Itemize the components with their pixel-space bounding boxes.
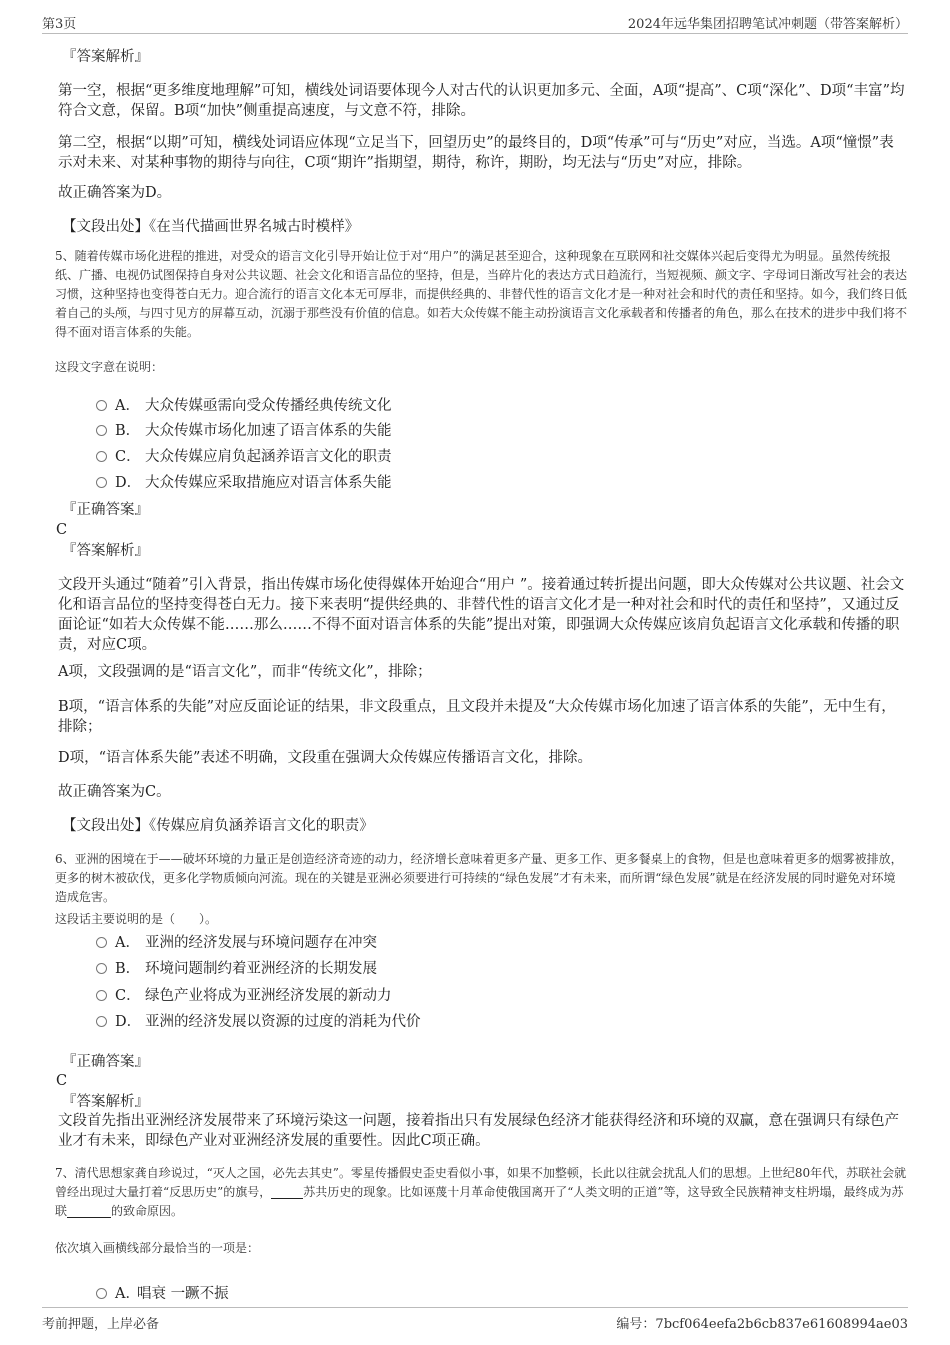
radio-icon[interactable] bbox=[96, 477, 107, 488]
q6-prompt: 这段话主要说明的是（ ）。 bbox=[55, 912, 218, 926]
q6-option-c[interactable]: C． 绿色产业将成为亚洲经济发展的新动力 bbox=[96, 986, 392, 1006]
q6-option-b[interactable]: B． 环境问题制约着亚洲经济的长期发展 bbox=[96, 959, 377, 979]
radio-icon[interactable] bbox=[96, 1016, 107, 1027]
q4-conclusion: 故正确答案为D。 bbox=[58, 185, 172, 201]
q5-source: 【文段出处】《传媒应肩负涵养语言文化的职责》 bbox=[62, 818, 374, 834]
q5-conclusion: 故正确答案为C。 bbox=[58, 784, 171, 800]
blank-2 bbox=[67, 1203, 111, 1218]
radio-icon[interactable] bbox=[96, 400, 107, 411]
q4-analysis-para2: 第二空，根据“以期”可知，横线处词语应体现“立足当下，回望历史”的最终目的，D项“传承”可与“历史”对应，当选。A项“憧憬”表示对未来、对某种事物的期待与向往，C项“期许”指期望，期待，称许，期盼，均无法与“历史”对应，排除。 bbox=[58, 135, 894, 171]
q5-analysis-b: B项，“语言体系的失能”对应反面论证的结果，非文段重点，且文段并未提及“大众传媒市场化加速了语言体系的失能”，无中生有，排除； bbox=[58, 699, 896, 735]
page-number: 第3页 bbox=[42, 17, 77, 32]
q5-option-d[interactable]: D． 大众传媒应采取措施应对语言体系失能 bbox=[96, 473, 392, 493]
q5-analysis-d: D项，“语言体系失能”表述不明确，文段重在强调大众传媒应传播语言文化，排除。 bbox=[58, 750, 592, 766]
q5-prompt: 这段文字意在说明： bbox=[55, 360, 164, 374]
q4-analysis-para1: 第一空，根据“更多维度地理解”可知，横线处词语要体现今人对古代的认识更加多元、全面，A项“提高”、C项“深化”、D项“丰富”均符合文意，保留。B项“加快”侧重提高速度，与文意不符，排除。 bbox=[58, 83, 905, 119]
footer-id: 编号：7bcf064eefa2b6cb837e61608994ae03 bbox=[616, 1317, 908, 1332]
document-title: 2024年远华集团招聘笔试冲刺题（带答案解析） bbox=[627, 17, 908, 32]
q5-option-c[interactable]: C． 大众传媒应肩负起涵养语言文化的职责 bbox=[96, 447, 392, 467]
radio-icon[interactable] bbox=[96, 425, 107, 436]
q5-option-b[interactable]: B． 大众传媒市场化加速了语言体系的失能 bbox=[96, 421, 392, 441]
q5-analysis-a: A项，文段强调的是“语言文化”，而非“传统文化”，排除； bbox=[58, 664, 432, 680]
q5-answer: C bbox=[56, 522, 68, 538]
q6-stem: 6、亚洲的困境在于——破坏环境的力量正是创造经济奇迹的动力，经济增长意味着更多产量、更多工作、更多餐桌上的食物，但是也意味着更多的烟雾被排放，更多的树木被砍伐，更多化学物质倾向河流。现在的关键是亚洲必须要进行可持续的“绿色发展”才有未来，而所谓“绿色发展”就是在经济发展的同时避免对环境造成危害。 bbox=[55, 852, 903, 904]
q6-answer: C bbox=[56, 1073, 68, 1089]
q6-option-a[interactable]: A． 亚洲的经济发展与环境问题存在冲突 bbox=[96, 933, 377, 953]
radio-icon[interactable] bbox=[96, 451, 107, 462]
q6-answer-label: 『正确答案』 bbox=[62, 1054, 149, 1070]
q6-analysis-label: 『答案解析』 bbox=[62, 1094, 149, 1110]
blank-1 bbox=[271, 1184, 303, 1199]
header-divider bbox=[42, 33, 908, 34]
q5-analysis-label: 『答案解析』 bbox=[62, 543, 149, 559]
footer-divider bbox=[42, 1307, 908, 1308]
q7-prompt: 依次填入画横线部分最恰当的一项是： bbox=[55, 1241, 260, 1255]
q7-stem: 7、清代思想家龚自珍说过，“灭人之国，必先去其史”。零星传播假史歪史看似小事，如果不加整顿，长此以往就会扰乱人们的思想。上世纪80年代，苏联社会就曾经出现过大量打着“反思历史”的旗号， 苏共历史的现象。比如诬蔑十月革命使俄国离开了“人类文明的正道”等，这导致全民族精神支柱坍塌，最终成为苏联 的致命原因。 bbox=[55, 1166, 907, 1218]
q4-source: 【文段出处】《在当代描画世界名城古时模样》 bbox=[62, 219, 360, 235]
q5-stem: 5、随着传媒市场化进程的推进，对受众的语言文化引导开始让位于对“用户”的满足甚至迎合，这种现象在互联网和社交媒体兴起后变得尤为明显。虽然传统报纸、广播、电视仍试图保持自身对公共议题、社会文化和语言品位的坚持，但是，当碎片化的表达方式日趋流行，当短视频、颜文字、字母词日渐改写社会的表达习惯，这种坚持也变得苍白无力。迎合流行的语言文化本无可厚非，而提供经典的、非替代性的语言文化才是一种对社会和时代的责任和坚持。如今，我们终日低着自己的头颅，与四寸见方的屏幕互动，沉溺于那些没有价值的信息。如若大众传媒不能主动扮演语言文化承载者和传播者的角色，那么在技术的进步中我们将不得不面对语言体系的失能。 bbox=[55, 249, 908, 339]
q5-analysis: 文段开头通过“随着”引入背景，指出传媒市场化使得媒体开始迎合“用户 ”。接着通过转折提出问题，即大众传媒对公共议题、社会文化和语言品位的坚持变得苍白无力。接下来表明“提供经典的、非替代性的语言文化才是一种对社会和时代的责任和坚持”，又通过反面论证“如若大众传媒不能……那么……不得不面对语言体系的失能”提出对策，即强调大众传媒应该肩负起语言文化承载和传播的职责，对应C项。 bbox=[58, 577, 905, 653]
footer-slogan: 考前押题，上岸必备 bbox=[42, 1317, 160, 1332]
q6-analysis: 文段首先指出亚洲经济发展带来了环境污染这一问题，接着指出只有发展绿色经济才能获得经济和环境的双赢，意在强调只有绿色产业才有未来，即绿色产业对亚洲经济发展的重要性。因此C项正确。 bbox=[58, 1113, 899, 1149]
q5-answer-label: 『正确答案』 bbox=[62, 502, 149, 518]
q4-analysis-label: 『答案解析』 bbox=[62, 49, 149, 65]
radio-icon[interactable] bbox=[96, 990, 107, 1001]
radio-icon[interactable] bbox=[96, 937, 107, 948]
q6-option-d[interactable]: D． 亚洲的经济发展以资源的过度的消耗为代价 bbox=[96, 1012, 421, 1032]
q7-option-a[interactable]: A．唱衰 一蹶不振 bbox=[96, 1284, 229, 1304]
q5-option-a[interactable]: A． 大众传媒亟需向受众传播经典传统文化 bbox=[96, 396, 392, 416]
radio-icon[interactable] bbox=[96, 963, 107, 974]
radio-icon[interactable] bbox=[96, 1288, 107, 1299]
